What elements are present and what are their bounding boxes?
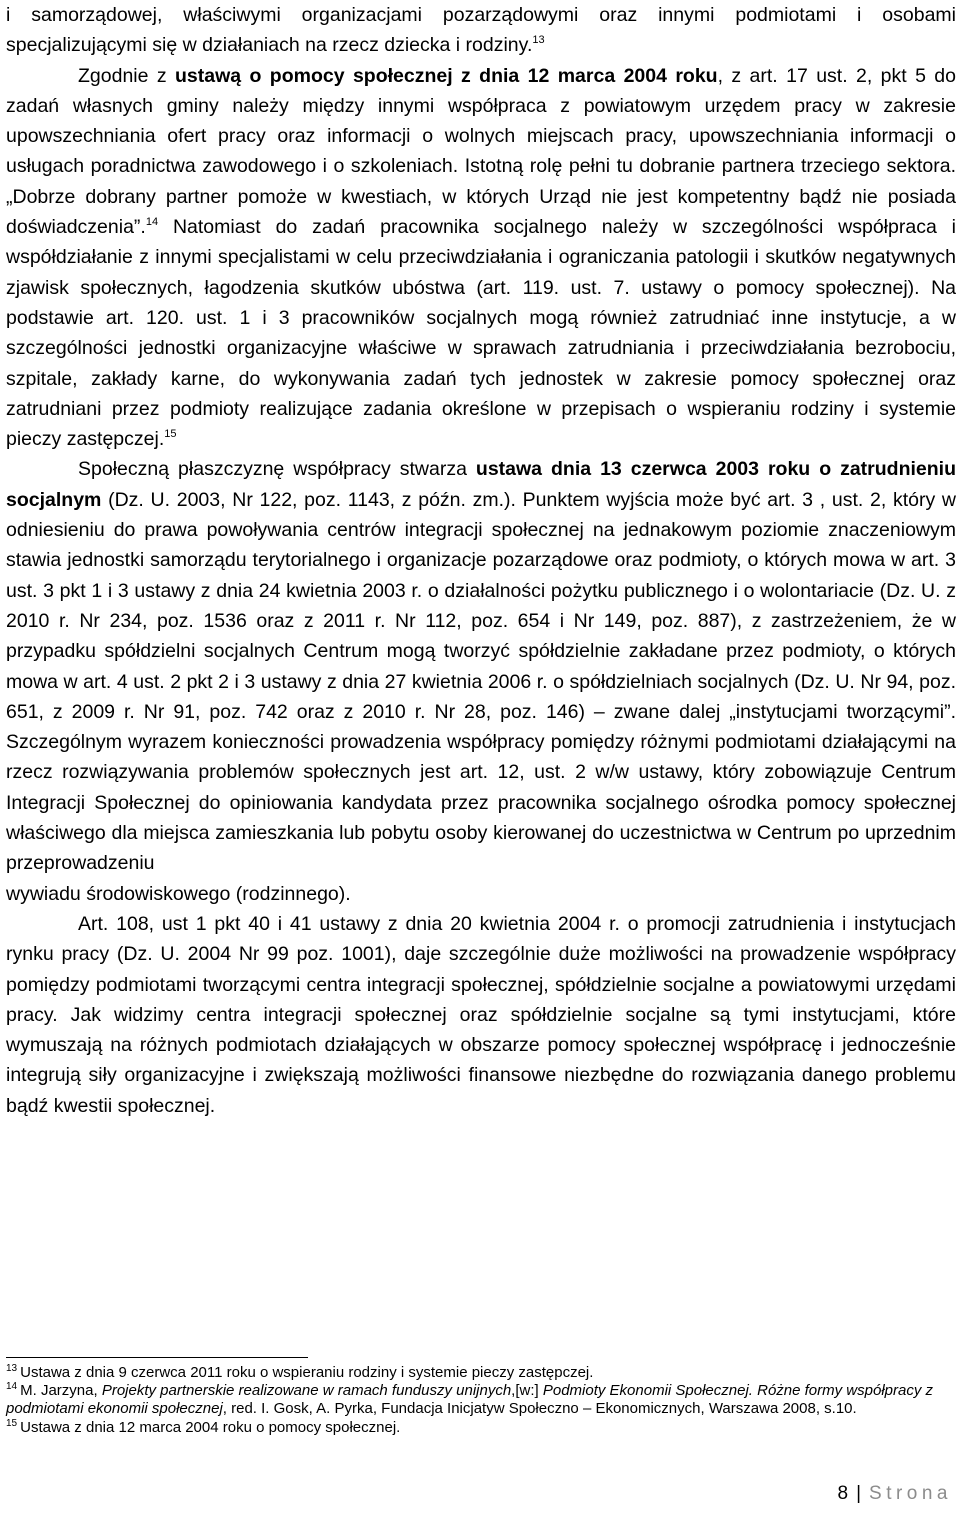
- footnote-14: $^{14}$ M. Jarzyna, Projekty partnerskie realizowane w ramach funduszy unijnych,[w:] Podmioty Ekonomii Społecznej. Różne formy współpracy z podmiotami ekonomii społecznej, red. I. Gosk, A. Pyrka, Fundacja Inicjatyw Społeczno – Ekonomicznych, Warszawa 2008, s.10.: [6, 1381, 934, 1418]
- footer-separator: |: [856, 1483, 862, 1504]
- footnote-ref-13: 13: [532, 34, 545, 47]
- footnote-15: $^{15}$ Ustawa z dnia 12 marca 2004 roku o pomocy społecznej.: [6, 1417, 401, 1436]
- law-reference-bold: ustawa dnia 13 czerwca 2003 roku o zatrudnieniu socjalnym: [6, 458, 957, 511]
- paragraph-2: Zgodnie z ustawą o pomocy społecznej z dnia 12 marca 2004 roku, z art. 17 ust. 2, pkt 5 do zadań własnych gminy należy między innymi współpraca z powiatowym urzędem pracy w zakresie upowszechniania ofert pracy oraz informacji o wolnych miejscach pracy, upowszechniania informacji o usługach poradnictwa zawodowego i o szkoleniach. Istotną rolę pełni tu dobranie partnera trzeciego sektora. „Dobrze dobrany partner pomoże w kwestiach, w których Urząd nie jest kompetentny bądź nie posiada doświadczenia”.$^{14}$ Natomiast do zadań pracownika socjalnego należy w szczególności współpraca i współdziałanie z innymi specjalistami w celu przeciwdziałania i ograniczania patologii i skutków negatywnych zjawisk społecznych, łagodzenia skutków ubóstwa (art. 119. ust. 7. ustawy o pomocy społecznej). Na podstawie art. 120. ust. 1 i 3 pracowników socjalnych mogą również zatrudniać inne instytucje, a w szczególności jednostki organizacyjne właściwe w sprawach zatrudniania i przeciwdziałania bezrobociu, szpitale, zakłady karne, do wykonywania zadań tych jednostek w zakresie pomocy społecznej oraz zatrudniani przez podmioty realizujące zadania określone w przepisach o wspieraniu rodziny i systemie pieczy zastępczej.$^{15}$: [6, 64, 956, 451]
- paragraph-3: Społeczną płaszczyznę współpracy stwarza ustawa dnia 13 czerwca 2003 roku o zatrudnieniu socjalnym (Dz. U. 2003, Nr 122, poz. 1143, z późn. zm.). Punktem wyjścia może być art. 3 , ust. 2, który w odniesieniu do prawa powoływania centrów integracji społecznej na jednakowym poziomie znaczeniowym stawia jednostki samorządu terytorialnego i organizacje pozarządowe oraz podmioty, o których mowa w art. 3 ust. 3 pkt 1 i 3 ustawy z dnia 24 kwietnia 2003 r. o działalności pożytku publicznego i o wolontariacie (Dz. U. z 2010 r. Nr 234, poz. 1536 oraz z 2011 r. Nr 112, poz. 654 i Nr 149, poz. 887), z zastrzeżeniem, że w przypadku spółdzielni socjalnych Centrum mogą tworzyć spółdzielnie zakładane przez podmioty, o których mowa w art. 4 ust. 2 pkt 2 i 3 ustawy z dnia 27 kwietnia 2006 r. o spółdzielniach socjalnych (Dz. U. Nr 94, poz. 651, z 2009 r. Nr 91, poz. 742 oraz z 2010 r. Nr 28, poz. 146) – zwane dalej „instytucjami tworzącymi”. Szczególnym wyrazem konieczności prowadzenia współpracy pomiędzy różnymi podmiotami działającymi na rzecz rozwiązywania problemów społecznych jest art. 12, ust. 2 w/w ustawy, który zobowiązuje Centrum Integracji Społecznej do opiniowania kandydata przez pracownika socjalnego ośrodka pomocy społecznej właściwego dla miejsca zamieszkania lub pobytu osoby kierowanej do uczestnictwa w Centrum po uprzednim przeprowadzeniu: [6, 458, 957, 875]
- footnote-ref-15: 15: [164, 428, 177, 441]
- main-text: [6, 0, 956, 1121]
- paragraph-3-tail: wywiadu środowiskowego (rodzinnego).: [6, 882, 351, 905]
- paragraph-4: Art. 108, ust 1 pkt 40 i 41 ustawy z dnia 20 kwietnia 2004 r. o promocji zatrudnienia i instytucjach rynku pracy (Dz. U. 2004 Nr 99 poz. 1001), daje szczególnie duże możliwości na prowadzenie współpracy pomiędzy podmiotami tworzącymi centra integracji społecznej, spółdzielnie socjalne a powiatowymi urzędami pracy. Jak widzimy centra integracji społecznej oraz spółdzielnie socjalne są tymi instytucjami, które wymuszają na różnych podmiotach działających w obszarze pomocy społecznej współpracę i jednocześnie integrują siły organizacyjne i zwiększają możliwości finansowe niezbędne do rozwiązania danego problemu bądź kwestii społecznej.: [6, 912, 956, 1117]
- footnote-13: $^{13}$ Ustawa z dnia 9 czerwca 2011 roku o wspieraniu rodziny i systemie pieczy zastępczej.: [6, 1363, 594, 1381]
- footnotes: [6, 1364, 956, 1437]
- page-footer: [838, 1482, 953, 1506]
- footer-label: Strona: [869, 1483, 952, 1504]
- footnote-separator: [6, 1357, 308, 1358]
- law-reference-bold: ustawą o pomocy społecznej z dnia 12 marca 2004 roku: [175, 64, 718, 87]
- page-number: 8: [837, 1483, 849, 1504]
- paragraph-1: i samorządowej, właściwymi organizacjami pozarządowymi oraz innymi podmiotami i osobami specjalizującymi się w działaniach na rzecz dziecka i rodziny.$^{13}$: [6, 4, 956, 57]
- footnote-ref-14: 14: [145, 216, 159, 229]
